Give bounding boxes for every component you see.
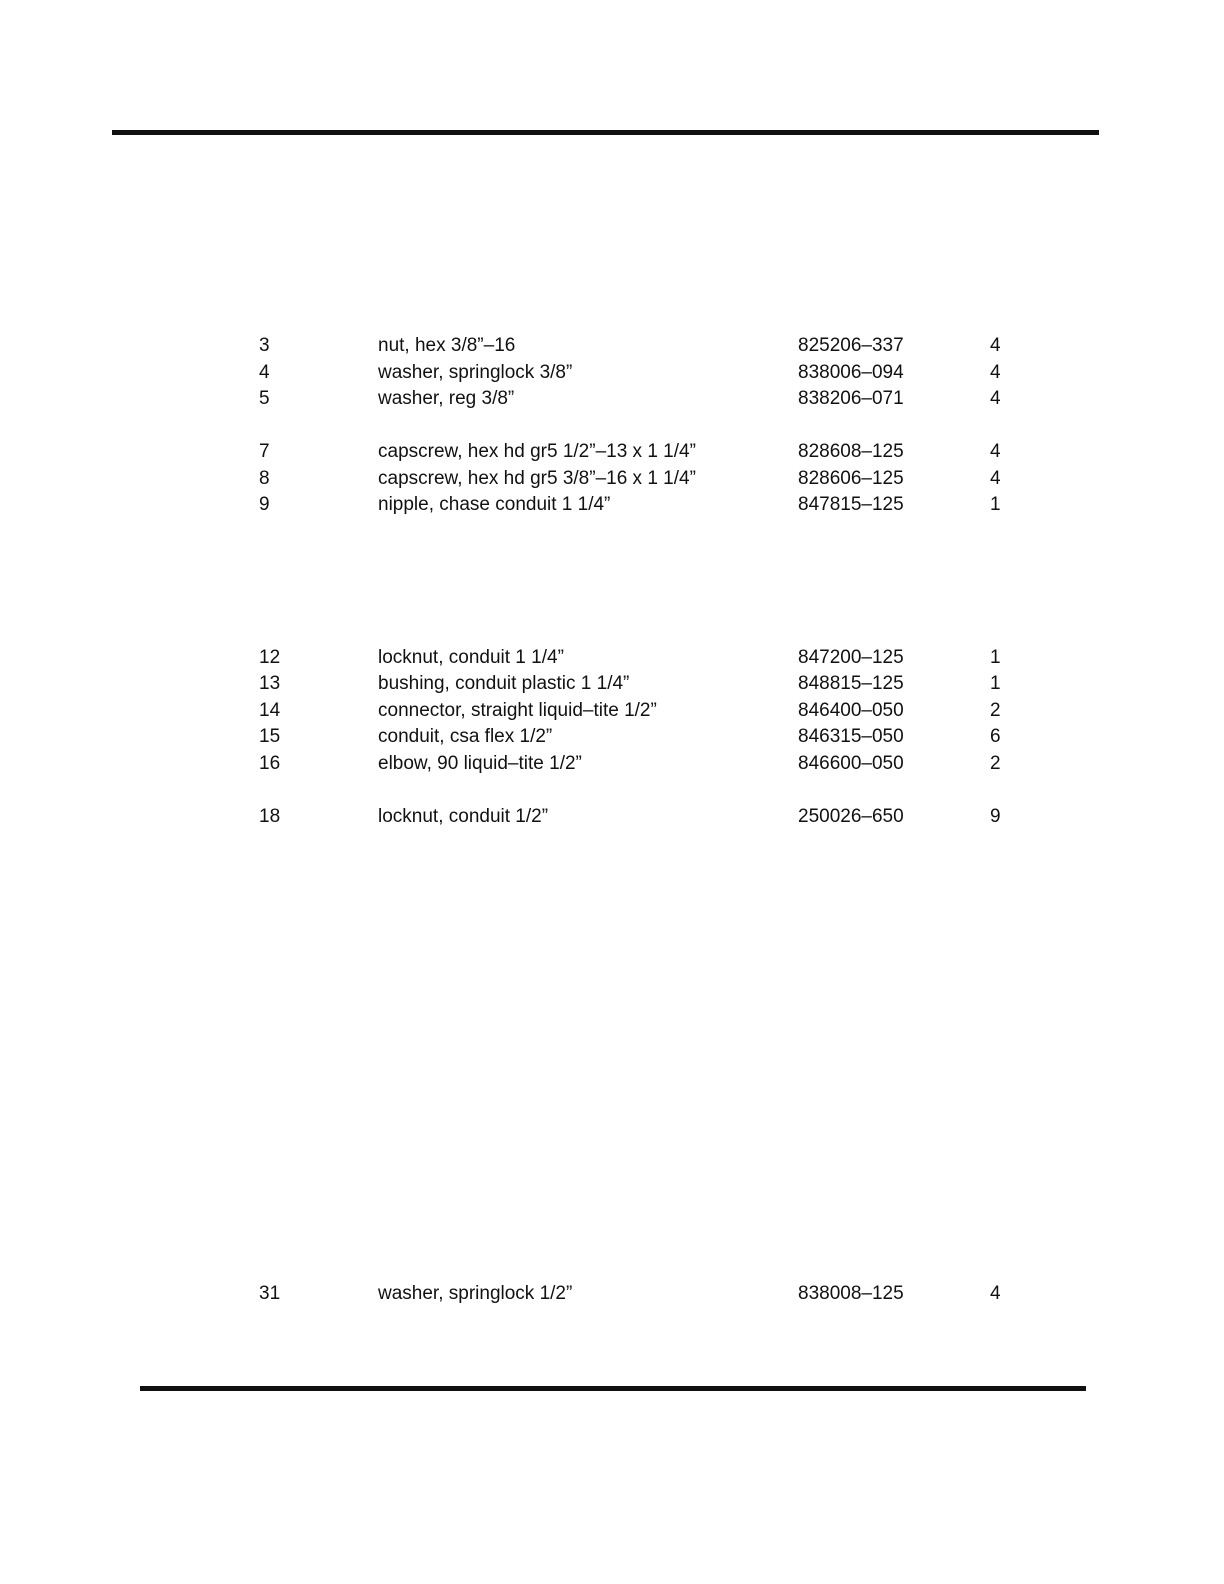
part-number: 838206–071 bbox=[798, 388, 904, 409]
part-number: 828608–125 bbox=[798, 441, 904, 462]
item-number: 7 bbox=[259, 441, 270, 462]
quantity: 2 bbox=[990, 700, 1001, 721]
parts-row bbox=[0, 439, 1224, 465]
quantity: 1 bbox=[990, 494, 1001, 515]
quantity: 2 bbox=[990, 753, 1001, 774]
item-number: 31 bbox=[259, 1283, 281, 1304]
part-number: 848815–125 bbox=[798, 673, 904, 694]
part-number: 847815–125 bbox=[798, 494, 904, 515]
part-number: 846400–050 bbox=[798, 700, 904, 721]
quantity: 4 bbox=[990, 468, 1001, 489]
parts-row bbox=[0, 671, 1224, 697]
quantity: 9 bbox=[990, 806, 1001, 827]
quantity: 4 bbox=[990, 388, 1001, 409]
part-description: nut, hex 3/8”–16 bbox=[378, 335, 516, 356]
part-description: washer, springlock 1/2” bbox=[378, 1283, 573, 1304]
parts-row bbox=[0, 645, 1224, 671]
quantity: 4 bbox=[990, 362, 1001, 383]
item-number: 3 bbox=[259, 335, 270, 356]
part-number: 847200–125 bbox=[798, 647, 904, 668]
item-number: 18 bbox=[259, 806, 281, 827]
quantity: 4 bbox=[990, 1283, 1001, 1304]
part-description: elbow, 90 liquid–tite 1/2” bbox=[378, 753, 582, 774]
parts-row bbox=[0, 360, 1224, 386]
parts-row bbox=[0, 386, 1224, 412]
quantity: 4 bbox=[990, 335, 1001, 356]
parts-row bbox=[0, 804, 1224, 830]
part-number: 838006–094 bbox=[798, 362, 904, 383]
part-description: conduit, csa flex 1/2” bbox=[378, 726, 553, 747]
part-number: 250026–650 bbox=[798, 806, 904, 827]
item-number: 9 bbox=[259, 494, 270, 515]
parts-row bbox=[0, 1281, 1224, 1307]
parts-row bbox=[0, 492, 1224, 518]
item-number: 14 bbox=[259, 700, 281, 721]
item-number: 13 bbox=[259, 673, 281, 694]
parts-row bbox=[0, 724, 1224, 750]
parts-row bbox=[0, 751, 1224, 777]
part-description: connector, straight liquid–tite 1/2” bbox=[378, 700, 657, 721]
quantity: 4 bbox=[990, 441, 1001, 462]
part-description: bushing, conduit plastic 1 1/4” bbox=[378, 673, 630, 694]
item-number: 5 bbox=[259, 388, 270, 409]
quantity: 1 bbox=[990, 647, 1001, 668]
part-description: capscrew, hex hd gr5 3/8”–16 x 1 1/4” bbox=[378, 468, 696, 489]
parts-row bbox=[0, 333, 1224, 359]
part-number: 825206–337 bbox=[798, 335, 904, 356]
part-description: washer, springlock 3/8” bbox=[378, 362, 573, 383]
part-number: 846315–050 bbox=[798, 726, 904, 747]
header-rule bbox=[112, 130, 1099, 135]
footer-rule bbox=[140, 1386, 1086, 1391]
part-number: 828606–125 bbox=[798, 468, 904, 489]
part-description: nipple, chase conduit 1 1/4” bbox=[378, 494, 611, 515]
part-number: 838008–125 bbox=[798, 1283, 904, 1304]
item-number: 4 bbox=[259, 362, 270, 383]
quantity: 6 bbox=[990, 726, 1001, 747]
item-number: 12 bbox=[259, 647, 281, 668]
item-number: 16 bbox=[259, 753, 281, 774]
quantity: 1 bbox=[990, 673, 1001, 694]
item-number: 8 bbox=[259, 468, 270, 489]
part-description: locknut, conduit 1/2” bbox=[378, 806, 549, 827]
part-description: washer, reg 3/8” bbox=[378, 388, 515, 409]
part-number: 846600–050 bbox=[798, 753, 904, 774]
parts-row bbox=[0, 698, 1224, 724]
part-description: locknut, conduit 1 1/4” bbox=[378, 647, 564, 668]
parts-row bbox=[0, 466, 1224, 492]
item-number: 15 bbox=[259, 726, 281, 747]
part-description: capscrew, hex hd gr5 1/2”–13 x 1 1/4” bbox=[378, 441, 696, 462]
